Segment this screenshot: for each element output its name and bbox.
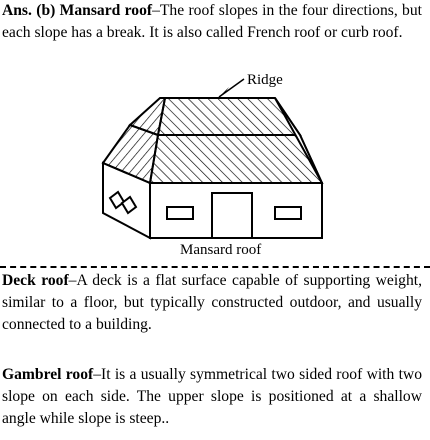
ridge-arrowhead (219, 87, 229, 97)
deck-roof-term: Deck roof (2, 272, 69, 289)
gambrel-roof-text: –It is a usually symmetrical two sided roof with two slope on each side. The upper slope is positioned at a shallow angle while slope is steep.. (2, 366, 422, 427)
section-divider (0, 266, 430, 268)
front-window-right (275, 207, 301, 219)
gambrel-roof-term: Gambrel roof (2, 366, 94, 383)
front-window-left (167, 207, 193, 219)
answer-paragraph (2, 0, 422, 44)
answer-heading: Ans. (b) Mansard roof (2, 2, 153, 19)
front-lower-roof (150, 135, 322, 183)
ridge-label: Ridge (247, 72, 283, 88)
front-door (212, 193, 252, 238)
figure-caption: Mansard roof (180, 242, 262, 258)
gambrel-roof-paragraph (2, 364, 422, 430)
answer-text: –The roof slopes in the four directions, but each slope has a break. It is also called French roof or curb roof. (2, 2, 422, 41)
deck-roof-paragraph (2, 270, 422, 336)
deck-roof-text: –A deck is a flat surface capable of supporting weight, similar to a floor, but typically constructed outdoor, and usually connected to a building. (2, 272, 423, 333)
mansard-roof-diagram (0, 60, 430, 265)
